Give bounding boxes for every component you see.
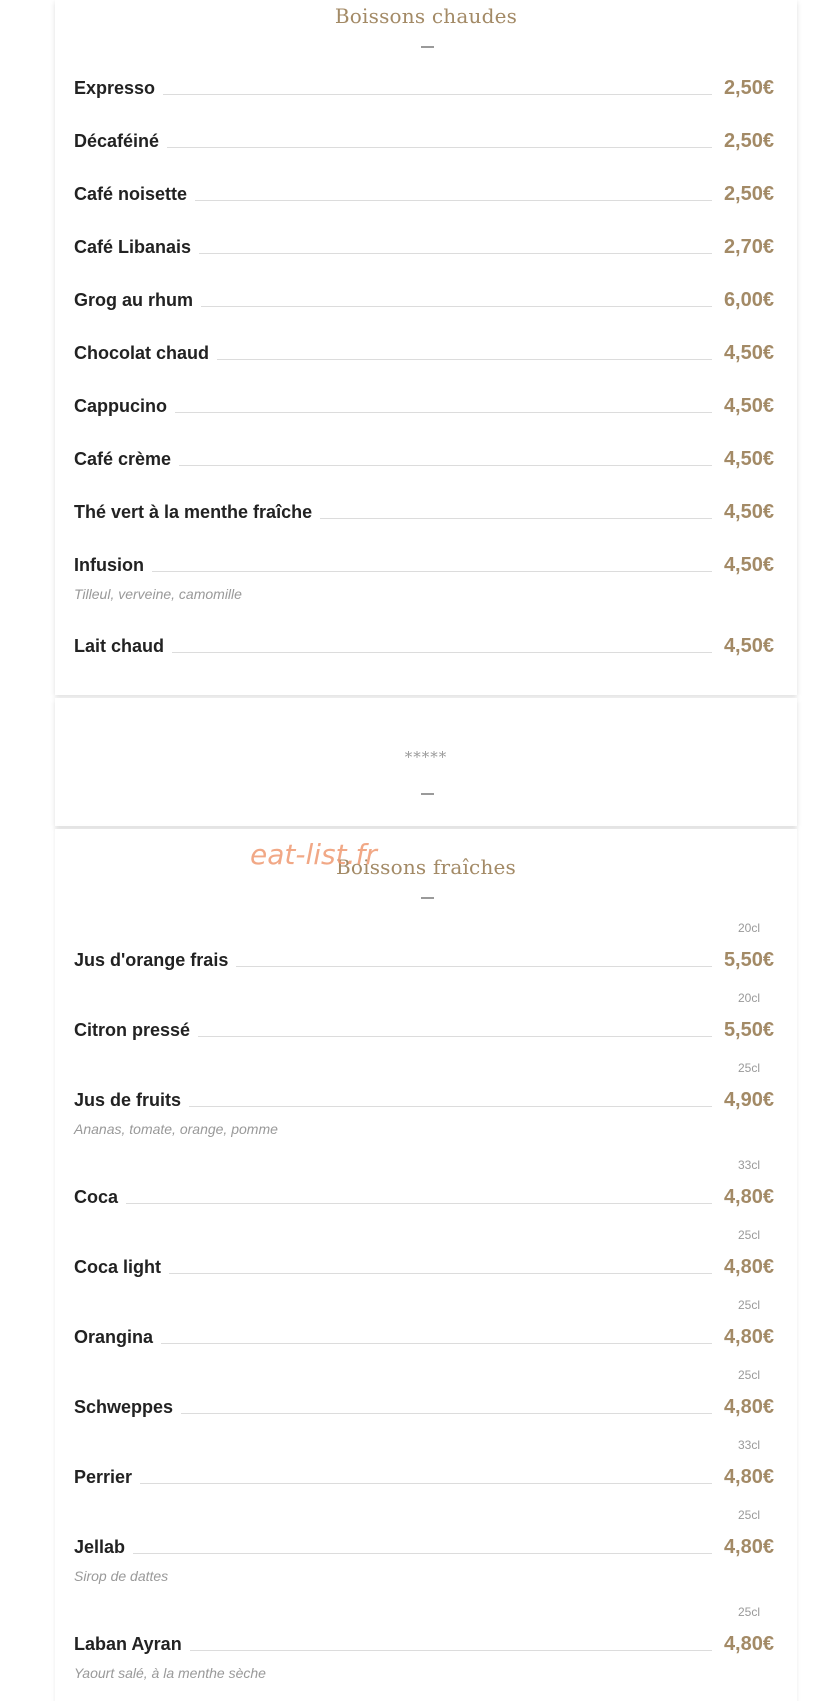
dotted-leader [189,1106,712,1107]
dotted-leader [198,1036,712,1037]
menu-item [74,1228,774,1282]
item-size: 20cl [737,991,760,1005]
item-row [74,179,774,205]
item-price: 6,00€ [723,289,774,311]
item-description: Ananas, tomate, orange, pomme [74,1121,278,1137]
hot-drinks-section [55,0,797,695]
item-row [74,631,774,657]
separator-section [55,698,797,826]
title-rule [421,46,434,48]
item-price: 4,50€ [723,395,774,417]
item-name: Coca light [74,1257,162,1277]
item-price: 4,50€ [723,554,774,576]
cold-drinks-section [55,829,797,1701]
dotted-leader [133,1553,712,1554]
item-row [74,73,774,99]
item-row [74,444,774,470]
item-name: Schweppes [74,1397,174,1417]
menu-item [74,338,774,368]
menu-item [74,497,774,527]
dotted-leader [169,1273,712,1274]
item-price: 4,80€ [723,1326,774,1348]
item-price: 4,80€ [723,1633,774,1655]
item-price: 5,50€ [723,949,774,971]
dotted-leader [201,306,712,307]
item-price: 4,80€ [723,1396,774,1418]
item-size: 25cl [737,1298,760,1312]
menu-item [74,126,774,156]
item-size: 33cl [737,1438,760,1452]
item-description: Sirop de dattes [74,1568,169,1584]
dotted-leader [161,1343,712,1344]
item-name: Thé vert à la menthe fraîche [74,502,313,522]
item-row [74,1015,774,1041]
item-size: 25cl [737,1061,760,1075]
item-price: 4,80€ [723,1536,774,1558]
item-row [74,391,774,417]
menu-item [74,1158,774,1212]
dotted-leader [167,147,712,148]
item-name: Expresso [74,78,156,98]
dotted-leader [195,200,712,201]
item-name: Perrier [74,1467,133,1487]
menu-item [74,444,774,474]
dotted-leader [320,518,712,519]
item-price: 2,50€ [723,77,774,99]
dotted-leader [199,253,712,254]
item-name: Jellab [74,1537,126,1557]
item-size: 25cl [737,1368,760,1382]
item-price: 2,50€ [723,183,774,205]
separator-stars: ***** [404,748,448,766]
item-price: 5,50€ [723,1019,774,1041]
dotted-leader [236,966,712,967]
item-price: 2,70€ [723,236,774,258]
menu-item [74,1605,774,1681]
item-name: Coca [74,1187,119,1207]
item-row [74,126,774,152]
item-name: Chocolat chaud [74,343,210,363]
item-name: Laban Ayran [74,1634,182,1654]
dotted-leader [175,412,712,413]
item-row [74,1322,774,1348]
menu-item [74,550,774,602]
item-row [74,232,774,258]
separator-rule [421,793,434,795]
menu-item [74,631,774,661]
item-row [74,1182,774,1208]
item-name: Café Libanais [74,237,192,257]
cold-drinks-title: Boissons fraîches [335,855,517,879]
dotted-leader [152,571,712,572]
menu-item [74,991,774,1045]
menu-item [74,1438,774,1492]
item-name: Citron pressé [74,1020,191,1040]
item-size: 33cl [737,1158,760,1172]
menu-item [74,921,774,975]
menu-item [74,73,774,103]
menu-item [74,1368,774,1422]
item-size: 25cl [737,1605,760,1619]
item-price: 4,90€ [723,1089,774,1111]
item-row [74,1462,774,1488]
item-row [74,1532,774,1558]
dotted-leader [126,1203,712,1204]
item-row [74,338,774,364]
item-price: 2,50€ [723,130,774,152]
menu-item [74,391,774,421]
item-size: 25cl [737,1508,760,1522]
item-name: Café crème [74,449,172,469]
menu-item [74,1508,774,1584]
item-description: Yaourt salé, à la menthe sèche [74,1665,266,1681]
item-name: Jus de fruits [74,1090,182,1110]
dotted-leader [140,1483,712,1484]
dotted-leader [181,1413,712,1414]
item-price: 4,50€ [723,635,774,657]
menu-item [74,285,774,315]
menu-item [74,1061,774,1137]
item-name: Décaféiné [74,131,160,151]
item-row [74,1085,774,1111]
dotted-leader [217,359,712,360]
item-name: Cappucino [74,396,167,416]
item-row [74,550,774,576]
item-price: 4,80€ [723,1466,774,1488]
item-name: Jus d'orange frais [74,950,229,970]
dotted-leader [172,652,712,653]
item-size: 20cl [737,921,760,935]
item-price: 4,50€ [723,448,774,470]
item-name: Infusion [74,555,144,575]
item-name: Orangina [74,1327,154,1347]
menu-item [74,232,774,262]
item-name: Lait chaud [74,636,165,656]
dotted-leader [179,465,712,466]
item-row [74,1629,774,1655]
item-price: 4,80€ [723,1256,774,1278]
item-price: 4,50€ [723,342,774,364]
item-row [74,497,774,523]
item-row [74,1252,774,1278]
item-row [74,1392,774,1418]
item-name: Grog au rhum [74,290,194,310]
dotted-leader [163,94,712,95]
dotted-leader [190,1650,712,1651]
watermark: eat-list.fr [250,838,377,871]
menu-item [74,1298,774,1352]
item-price: 4,80€ [723,1186,774,1208]
hot-drinks-title: Boissons chaudes [334,4,518,28]
item-row [74,285,774,311]
title-rule [421,897,434,899]
menu-item [74,179,774,209]
item-name: Café noisette [74,184,188,204]
item-size: 25cl [737,1228,760,1242]
item-price: 4,50€ [723,501,774,523]
item-row [74,945,774,971]
item-description: Tilleul, verveine, camomille [74,586,242,602]
